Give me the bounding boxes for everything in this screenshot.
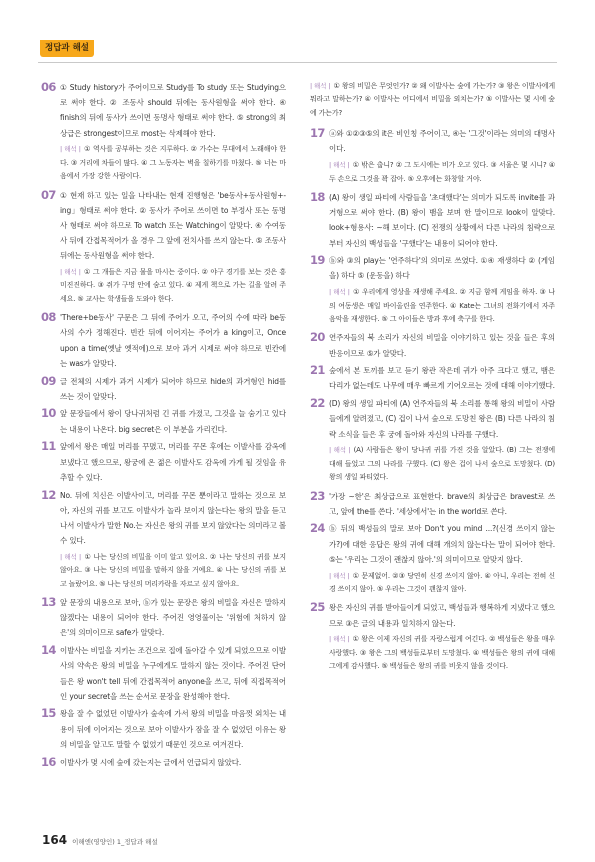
- item-number: 25: [310, 600, 325, 615]
- item-number: 15: [41, 706, 56, 721]
- item-text: 앞에서 왕은 매일 머리를 꾸몄고, 머리를 꾸몬 후에는 이발사를 감옥에 보냈다고 했으므로, 왕궁에 온 젊은 이발사도 감옥에 가게 될 것임을 유추할 수 있다.: [60, 442, 286, 482]
- translation-note: | 해석 | ① 왕은 이제 자신의 귀를 자랑스럽게 여긴다. ② 백성들은 왕을 매우 사랑했다. ③ 왕은 그의 백성들로부터 도망쳤다. ④ 백성들은 왕의 귀에 대해 그에게 감사했다. ⑤ 백성들은 왕의 귀를 비웃지 않을 것이다.: [329, 635, 555, 671]
- translation-note: | 해석 | ① 왕의 비밀은 무엇인가? ② 왜 이발사는 숲에 가는가? ③ 왕은 이발사에게 뭐라고 말하는가? ④ 이발사는 어디에서 비밀을 외치는가? ⑤ 이발사는 몇 시에 숲에 가는가?: [310, 82, 555, 117]
- translation-note: | 해석 | ① 우리에게 영상을 재생해 주세요. ② 지금 함께 게임을 하자. ③ 나의 여동생은 매일 바이올린을 연주한다. ④ Kate는 그녀의 전화기에서 자주 음악을 재생한다. ⑤ 그 아이들은 방과 후에 축구를 한다.: [329, 288, 555, 323]
- item-text: 'There+be동사' 구문은 그 뒤에 주어가 오고, 주어의 수에 따라 be동사의 수가 정해진다. 빈칸 뒤에 이어지는 주어가 a king이고, Once upon a time(옛날 옛적에)으로 보아 과거 시제로 써야 하므로 빈칸에는 was가 알맞다.: [60, 313, 286, 368]
- item-number: 14: [41, 643, 56, 658]
- answer-16: [41, 755, 286, 770]
- item-text: ① 현재 하고 있는 일을 나타내는 현재 진행형은 'be동사+동사원형+-ing」형태로 써야 한다. ② 동사가 주어로 쓰이면 to 부정사 또는 동명사 형태로 써야 하므로 To watch 또는 Watching이 알맞다. ④ 수여동사 뒤에 간접목적어가 올 경우 그 앞에 전치사를 쓰지 않는다. ⑤ 조동사 뒤에는 동사원형을 써야 한다.: [60, 190, 286, 261]
- answer-19: [310, 253, 555, 283]
- item-text: '가장 ~한'은 최상급으로 표현한다. brave의 최상급은 bravest로 쓰고, 앞에 the를 쓴다. '세상에서'는 in the world로 쓴다.: [329, 491, 555, 516]
- left-column: [41, 80, 286, 772]
- answer-10: [41, 406, 286, 436]
- item-number: 10: [41, 406, 56, 421]
- item-text: (D) 왕의 생일 파티에 (A) 연주자들의 북 소리를 통해 왕의 비밀이 사람들에게 알려졌고, (C) 겁이 나서 숲으로 도망친 왕은 (B) 다른 나라의 침략 소식을 들은 후 궁에 돌아와 자신의 나라를 구했다.: [329, 399, 555, 439]
- item-number: 17: [310, 126, 325, 141]
- answer-21: [310, 363, 555, 393]
- item-text: 앞 문장들에서 왕이 당나귀처럼 긴 귀를 가졌고, 그것을 늘 숨기고 있다는 내용이 나온다. big secret은 이 부분을 가리킨다.: [60, 409, 286, 434]
- item-text: 숲에서 본 토끼를 보고 듣기 왕관 작은데 귀가 아주 크다고 했고, 뱀은 다리가 없는데도 나무에 매우 빠르게 기어오르는 것에 대해 이야기했다.: [329, 366, 555, 391]
- item-text: 이발사가 몇 시에 숲에 갔는지는 글에서 언급되지 않았다.: [60, 757, 242, 767]
- translation-note: | 해석 | ① 그 개들은 지금 물을 마시는 중이다. ② 야구 경기를 보는 것은 흥미진진하다. ③ 쥐가 구멍 안에 숨고 있다. ④ 제게 책으로 가는 길을 알려 주세요. ⑤ 교사는 학생들을 도와야 한다.: [60, 268, 286, 303]
- page-number: 164: [42, 833, 68, 847]
- item-number: 06: [41, 80, 56, 94]
- item-number: 12: [41, 487, 56, 502]
- answer-07: [41, 188, 286, 264]
- item-number: 23: [310, 488, 325, 503]
- translation-note: | 해석 | ① 나는 당신의 비밀을 이미 알고 있어요. ② 나는 당신의 귀를 보지 않아요. ③ 나는 당신의 비밀을 말하지 않을 거예요. ④ 나는 당신의 귀를 보고 놀랐어요. ⑤ 나는 당신의 머리카락을 자르고 싶지 않아요.: [60, 552, 286, 588]
- right-column: [310, 80, 555, 677]
- item-text: ⓑ 뒤의 백성들의 말로 보아 Don't you mind ...?(신경 쓰이지 않는가?)에 대한 응답은 왕의 귀에 대해 개의치 않는다는 말이 되어야 한다. ⑤는 '우리는 그것이 괜찮지 않아.'의 의미이므로 알맞지 않다.: [329, 524, 555, 564]
- item-text: 글 전체의 시제가 과거 시제가 되어야 하므로 hide의 과거형인 hid를 쓰는 것이 알맞다.: [60, 376, 286, 401]
- item-text: 이발사는 비밀을 지키는 조건으로 집에 돌아갈 수 있게 되었으므로 이발사의 약속은 왕의 비밀을 누구에게도 말하지 않는 것이다. 주어진 단어들은 왕 won't tell 뒤에 간접목적어 anyone을 쓰고, 뒤에 직접목적어인 your secret을 쓰는 순서로 문장을 완성해야 한다.: [60, 646, 286, 701]
- answer-06: [41, 80, 286, 141]
- answer-18: [310, 190, 555, 251]
- item-number: 07: [41, 187, 56, 202]
- item-text: No. 뒤에 치신은 이발사이고, 머리를 꾸몬 뿐이라고 말하는 것으로 보아, 자신의 귀를 보고도 이발사가 놀라 보이지 않는다는 왕의 말을 듣고 나서 이발사가 말한 No.는 자신은 왕의 귀를 보지 않았다는 의미라고 볼 수 있다.: [60, 490, 286, 546]
- item-number: 18: [310, 189, 325, 204]
- answer-25: [310, 600, 555, 630]
- header-rule: [38, 62, 557, 63]
- translation-note: | 해석 | ① 역사를 공부하는 것은 지루하다. ② 가수는 무대에서 노래해야 한다. ③ 거리에 차들이 많다. ④ 그 노동자는 벽을 칠하기를 마쳤다. ⑤ 너는 마음에서 가장 강한 사람이다.: [60, 145, 287, 181]
- item-number: 09: [41, 373, 56, 388]
- item-number: 24: [310, 521, 325, 536]
- answer-08: [41, 310, 286, 371]
- answer-22: [310, 396, 555, 442]
- item-text: 왕을 잘 수 없었던 이발사가 숲속에 가서 왕의 비밀을 마음껏 외치는 내용이 뒤에 이어지는 것으로 보아 이발사가 잠을 잘 수 없었던 이유는 왕의 비밀을 알고도 말할 수 없었기 때문인 것으로 여겨진다.: [60, 709, 286, 749]
- answer-24: [310, 521, 555, 567]
- answer-13: [41, 595, 286, 641]
- item-number: 08: [41, 310, 56, 325]
- answer-11: [41, 439, 286, 485]
- translation-note: | 해석 | ① 문제없어. ②③ 당연히 신경 쓰이지 않아. ④ 아니, 우리는 전혀 신경 쓰이지 않아. ⑤ 우리는 그것이 괜찮지 않아.: [329, 571, 555, 593]
- page-footer: [42, 833, 158, 847]
- answer-17: [310, 126, 555, 156]
- item-number: 19: [310, 253, 325, 268]
- item-text: ① Study history가 주어이므로 Study를 To study 또는 Studying으로 써야 한다. ② 조동사 should 뒤에는 동사원형을 써야 한다. ④ finish의 뒤에 동사가 쓰이면 동명사 형태로 써야 한다. ⑤ strong의 최상급은 strongest이므로 most는 삭제해야 한다.: [60, 83, 286, 138]
- answer-15: [41, 706, 286, 752]
- item-text: 앞 문장의 내용으로 보아, ⓑ가 있는 문장은 왕의 비밀을 자신은 말하지 않겠다는 내용이 되어야 한다. 주어진 영영풀이는 '위험에 처하지 않은'의 의미이므로 safe가 알맞다.: [60, 598, 286, 638]
- answer-20: [310, 330, 555, 360]
- item-number: 13: [41, 595, 56, 610]
- answer-09: [41, 374, 286, 404]
- answer-14: [41, 643, 286, 704]
- item-text: (A) 왕이 생일 파티에 사람들을 '초대했다'는 의미가 되도록 invite를 과거형으로 써야 한다. (B) 왕이 뱀을 보며 한 말이므로 look이 알맞다. look+형용사: ~해 보이다. (C) 전쟁의 상황에서 다른 나라의 침략으로부터 자신의 백성들을 '구했다'는 내용이 되어야 한다.: [329, 192, 555, 248]
- footer-label: 이해엔(영양인) 1_정답과 해설: [72, 838, 158, 846]
- item-number: 20: [310, 330, 325, 345]
- item-number: 16: [41, 754, 56, 769]
- item-number: 22: [310, 396, 325, 411]
- answer-23: [310, 489, 555, 519]
- section-tab: 정답과 해설: [40, 40, 94, 57]
- item-text: 연주자들의 북 소리가 자신의 비밀을 이야기하고 있는 것을 들은 후의 반응이므로 ⑤가 알맞다.: [329, 333, 555, 358]
- translation-note: | 해석 | ① 밖은 춥니? ② 그 도시에는 비가 오고 있다. ③ 서울은 몇 시니? ④ 두 손으로 그것을 꽉 잡아. ⑤ 오후에는 화창할 거야.: [329, 161, 555, 183]
- translation-note: | 해석 | (A) 사람들은 왕이 당나귀 귀를 가진 것을 알았다. (B) 그는 전쟁에 대해 들었고 그의 나라를 구했다. (C) 왕은 겁이 나서 숲으로 도망쳤다. (D) 왕의 생일 파티였다.: [329, 446, 555, 482]
- item-text: 왕은 자신의 귀를 받아들이게 되었고, 백성들과 행복하게 지냈다고 했으므로 ③은 글의 내용과 일치하지 않는다.: [329, 603, 555, 628]
- item-number: 21: [310, 363, 325, 378]
- item-text: ⓐ와 ①②③⑤의 it은 비인칭 주어이고, ④는 '그것'이라는 의미의 대명사이다.: [329, 129, 555, 154]
- answer-12: [41, 488, 286, 549]
- item-text: ⓑ와 ③의 play는 '연주하다'의 의미로 쓰였다. ①④ 재생하다 ② (게임을) 하다 ⑤ (운동을) 하다: [329, 256, 555, 281]
- item-number: 11: [41, 439, 56, 454]
